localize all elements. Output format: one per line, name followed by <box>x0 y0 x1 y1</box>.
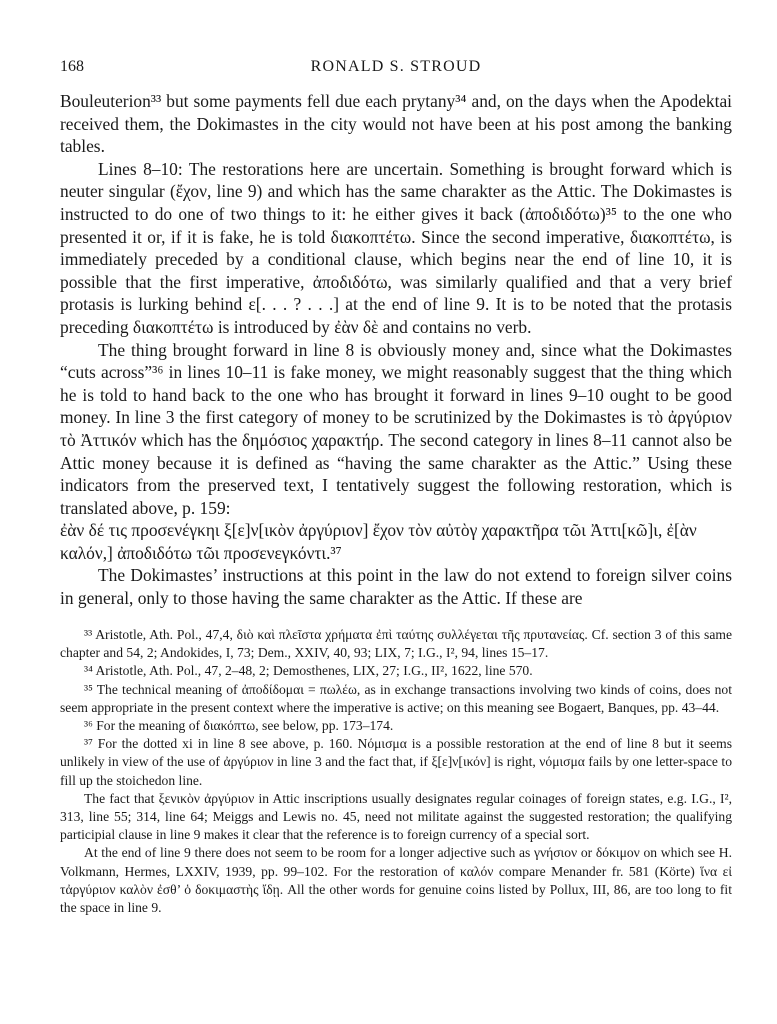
paragraph-continuation: Bouleuterion³³ but some payments fell due each prytany³⁴ and, on the days when the Apodektai received them, the Dokimastes in the city would not have been at his post among the banking tables. <box>60 91 732 157</box>
running-head: RONALD S. STROUD <box>310 58 482 75</box>
footnote-37-para-2: The fact that ξενικὸν ἀργύριον in Attic inscriptions usually designates regular coinages of foreign states, e.g. I.G., I², 313, line 55; 314, line 64; Meiggs and Lewis no. 45, need not militate against the suggested restoration; the qualifying participial clause in line 9 makes it clear that the reference is to foreign currency of a special sort. <box>60 790 732 843</box>
footnote-37: ³⁷ For the dotted xi in line 8 see above, p. 160. Νόμισμα is a possible restoration at the end of line 8 but it seems unlikely in view of the use of ἀργύριον in line 3 and the fact that, if ξ[ε]ν[ικόν] is right, νόμισμα fails by one letter-space to fill up the stoichedon line. <box>60 736 732 788</box>
footnote-37-para-3: At the end of line 9 there does not seem to be room for a longer adjective such as γνήσιον or δόκιμον on which see H. Volkmann, Hermes, LXXIV, 1939, pp. 99–102. For the restoration of καλόν compare Menander fr. 581 (Körte) ἵνα εἰ τἀργύριον καλὸν ἐσθ’ ὁ δοκιμαστὴς ἴδῃ. All the other words for genuine coins listed by Pollux, III, 86, are too long to fit the space in line 9. <box>60 845 732 916</box>
main-text <box>60 90 732 610</box>
footnote-35: ³⁵ The technical meaning of ἀποδίδομαι = πωλέω, as in exchange transactions involving two kinds of coins, does not seem appropriate in the present context where the imperative is active; on this meaning see Bogaert, Banques, pp. 43–44. <box>60 681 732 715</box>
paragraph-lines-8-10: Lines 8–10: The restorations here are uncertain. Something is brought forward which is neuter singular (ἔχον, line 9) and which has the same charakter as the Attic. The Dokimastes is instructed to do one of two things to it: he either gives it back (ἀποδιδότω)³⁵ to the one who presented it or, if it is fake, he is told διακοπτέτω. Since the second imperative, διακοπτέτω, is immediately preceded by a conditional clause, which begins near the end of line 10, it is possible that the first imperative, ἀποδιδότω, was similarly qualified and that a very brief protasis is lurking behind ε[. . . ? . . .] at the end of line 9. It is to be noted that the protasis preceding διακοπτέτω is introduced by ἐὰν δὲ and contains no verb. <box>60 158 732 337</box>
footnotes <box>60 626 732 917</box>
page-number: 168 <box>60 58 84 75</box>
paragraph-instructions: The Dokimastes’ instructions at this point in the law do not extend to foreign silver coins in general, only to those having the same charakter as the Attic. If these are <box>60 565 732 609</box>
page-header <box>60 58 732 80</box>
footnote-36: ³⁶ For the meaning of διακόπτω, see below, pp. 173–174. <box>84 718 394 734</box>
footnote-33: ³³ Aristotle, Ath. Pol., 47,4, διὸ καὶ πλεῖστα χρήματα ἐπὶ ταύτης συλλέγεται τῆς πρυτανείας. Cf. section 3 of this same chapter and 54, 2; Andokides, I, 73; Dem., XXIV, 40, 93; LIX, 7; I.G., I², 94, lines 15–17. <box>60 627 732 661</box>
greek-restoration: ἐὰν δέ τις προσενέγκηι ξ[ε]ν[ικὸν ἀργύριον] ἔχον τὸν αὐτὸγ χαρακτῆρα τῶι Ἀττι[κῶ]ι, ἐ[ὰν καλόν,] ἀποδιδότω τῶι προσενεγκόντι.³⁷ <box>60 520 697 563</box>
paragraph-money: The thing brought forward in line 8 is obviously money and, since what the Dokimastes “cuts across”³⁶ in lines 10–11 is fake money, we might reasonably suggest that the thing which he is told to hand back to the one who has brought it forward in lines 9–10 ought to be good money. In line 3 the first category of money to be scrutinized by the Dokimastes is τὸ ἀργύριον τὸ Ἀττικόν which has the δημόσιος χαρακτήρ. The second category in lines 8–11 cannot also be Attic money because it is defined as “having the same charakter as the Attic.” Using these indicators from the preserved text, I tentatively suggest the following restoration, which is translated above, p. 159: <box>60 339 732 518</box>
footnote-34: ³⁴ Aristotle, Ath. Pol., 47, 2–48, 2; Demosthenes, LIX, 27; I.G., II², 1622, line 570. <box>84 663 533 679</box>
